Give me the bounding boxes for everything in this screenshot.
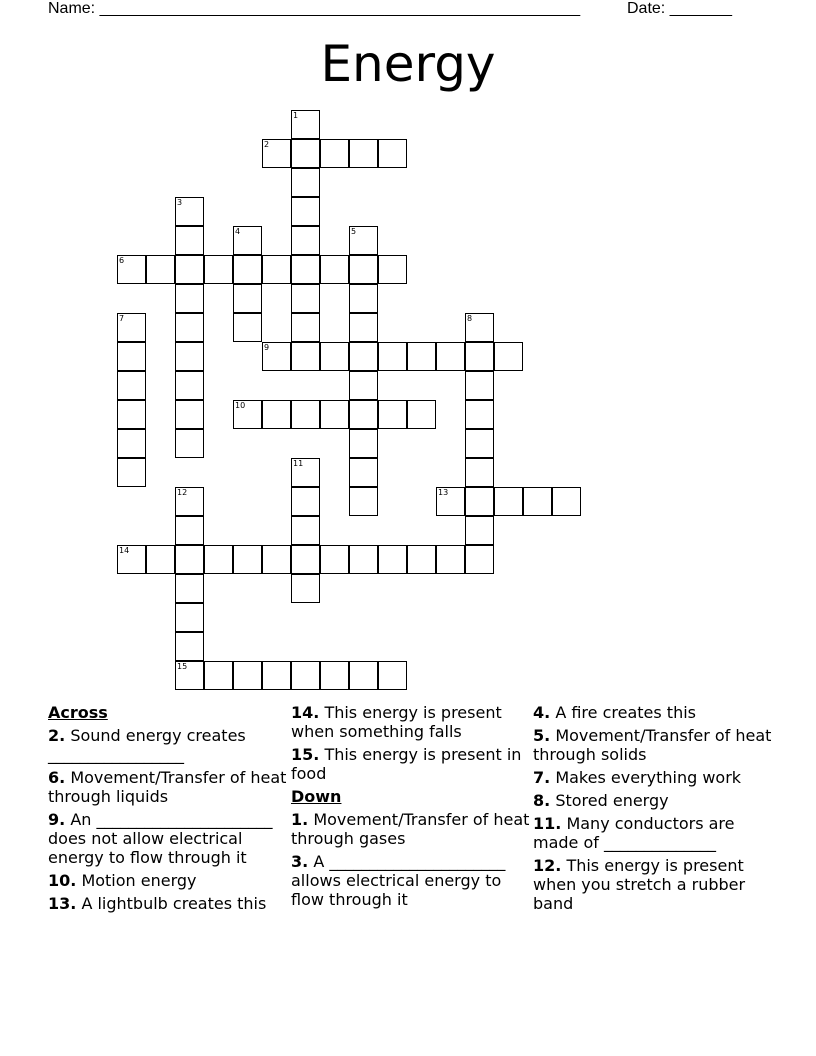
clue-number-label: 11 [293,459,304,468]
clue-12 [533,856,773,913]
grid-cell[interactable] [291,168,320,197]
grid-cell[interactable] [291,487,320,516]
grid-cell[interactable] [117,458,146,487]
grid-cell[interactable] [117,313,146,342]
clue-text: Sound energy creates _________________ [48,726,246,764]
clue-number-label: 5 [351,227,357,236]
grid-cell[interactable] [349,458,378,487]
grid-cell[interactable] [378,255,407,284]
clue-3 [291,852,531,909]
clue-number-label: 9 [264,343,270,352]
clue-number: 4. [533,703,551,722]
page-title: Energy [320,35,496,93]
grid-cell[interactable] [349,487,378,516]
grid-cell[interactable] [465,487,494,516]
grid-cell[interactable] [233,400,262,429]
grid-cell[interactable] [117,545,146,574]
grid-cell[interactable] [175,545,204,574]
clue-number-label: 3 [177,198,183,207]
grid-cell[interactable] [320,545,349,574]
grid-cell[interactable] [262,400,291,429]
grid-cell[interactable] [465,516,494,545]
clue-7 [533,768,773,787]
clue-14 [291,703,531,741]
clue-15 [291,745,531,783]
grid-cell[interactable] [175,516,204,545]
grid-cell[interactable] [349,371,378,400]
clue-number: 13. [48,894,77,913]
grid-cell[interactable] [378,661,407,690]
clue-number: 15. [291,745,320,764]
grid-cell[interactable] [465,458,494,487]
clue-text: Makes everything work [555,768,742,787]
clue-number: 10. [48,871,77,890]
grid-cell[interactable] [465,371,494,400]
grid-cell[interactable] [407,545,436,574]
clue-text: A fire creates this [555,703,696,722]
grid-cell[interactable] [291,255,320,284]
clue-column-3 [533,703,773,917]
clue-2 [48,726,288,764]
grid-cell[interactable] [117,371,146,400]
grid-cell[interactable] [320,255,349,284]
clue-number-label: 2 [264,140,270,149]
grid-cell[interactable] [291,400,320,429]
grid-cell[interactable] [320,139,349,168]
clue-text: Stored energy [555,791,669,810]
clue-number: 12. [533,856,562,875]
clue-text: A ______________________ allows electrical energy to flow through it [291,852,506,909]
grid-cell[interactable] [349,545,378,574]
clue-number-label: 14 [119,546,130,555]
grid-cell[interactable] [320,661,349,690]
clue-number-label: 15 [177,662,188,671]
grid-cell[interactable] [175,487,204,516]
grid-cell[interactable] [349,342,378,371]
grid-cell[interactable] [117,429,146,458]
clue-column-2 [291,703,531,913]
grid-cell[interactable] [204,661,233,690]
clue-number: 5. [533,726,551,745]
clue-13 [48,894,288,913]
grid-cell[interactable] [175,284,204,313]
grid-cell[interactable] [262,661,291,690]
grid-cell[interactable] [291,342,320,371]
grid-cell[interactable] [378,545,407,574]
clue-text: Movement/Transfer of heat through gases [291,810,530,848]
clue-text: This energy is present when something falls [291,703,502,741]
clue-number: 1. [291,810,309,829]
clue-number-label: 12 [177,488,188,497]
clue-number: 8. [533,791,551,810]
grid-cell[interactable] [233,545,262,574]
clue-8 [533,791,773,810]
down-heading: Down [291,787,342,806]
grid-cell[interactable] [349,284,378,313]
clue-number-label: 10 [235,401,246,410]
grid-cell[interactable] [175,255,204,284]
clue-11 [533,814,773,852]
clue-number-label: 1 [293,111,299,120]
grid-cell[interactable] [436,342,465,371]
grid-cell[interactable] [233,661,262,690]
clue-text: This energy is present when you stretch a rubber band [533,856,746,913]
grid-cell[interactable] [349,313,378,342]
grid-cell[interactable] [494,487,523,516]
grid-cell[interactable] [291,139,320,168]
grid-cell[interactable] [204,255,233,284]
clue-number: 9. [48,810,66,829]
grid-cell[interactable] [233,255,262,284]
grid-cell[interactable] [262,139,291,168]
grid-cell[interactable] [320,400,349,429]
clue-text: An ______________________ does not allow electrical energy to flow through it [48,810,273,867]
grid-cell[interactable] [117,400,146,429]
grid-cell[interactable] [552,487,581,516]
grid-cell[interactable] [146,545,175,574]
grid-cell[interactable] [291,545,320,574]
clue-number: 2. [48,726,66,745]
grid-cell[interactable] [436,487,465,516]
grid-cell[interactable] [291,574,320,603]
grid-cell[interactable] [233,313,262,342]
grid-cell[interactable] [349,226,378,255]
grid-cell[interactable] [262,545,291,574]
grid-cell[interactable] [204,545,233,574]
clue-4 [533,703,773,722]
grid-cell[interactable] [175,226,204,255]
clue-5 [533,726,773,764]
grid-cell[interactable] [233,284,262,313]
clue-number: 11. [533,814,562,833]
grid-cell[interactable] [523,487,552,516]
grid-cell[interactable] [378,342,407,371]
clue-text: Many conductors are made of ______________ [533,814,735,852]
grid-cell[interactable] [465,313,494,342]
grid-cell[interactable] [349,429,378,458]
grid-cell[interactable] [291,458,320,487]
clue-6 [48,768,288,806]
grid-cell[interactable] [465,429,494,458]
grid-cell[interactable] [291,284,320,313]
grid-cell[interactable] [436,545,465,574]
clue-10 [48,871,288,890]
grid-cell[interactable] [407,400,436,429]
grid-cell[interactable] [117,342,146,371]
grid-cell[interactable] [378,400,407,429]
clue-number: 7. [533,768,551,787]
grid-cell[interactable] [175,429,204,458]
clue-number-label: 4 [235,227,241,236]
grid-cell[interactable] [378,139,407,168]
grid-cell[interactable] [349,139,378,168]
clue-text: Movement/Transfer of heat through solids [533,726,772,764]
date-label: Date: [627,0,666,17]
grid-cell[interactable] [349,661,378,690]
grid-cell[interactable] [349,400,378,429]
grid-cell[interactable] [146,255,175,284]
clue-text: This energy is present in food [291,745,522,783]
grid-cell[interactable] [349,255,378,284]
clue-text: A lightbulb creates this [81,894,267,913]
clue-column-1 [48,703,288,917]
grid-cell[interactable] [262,342,291,371]
grid-cell[interactable] [291,313,320,342]
clue-text: Motion energy [81,871,197,890]
grid-cell[interactable] [494,342,523,371]
clue-number: 14. [291,703,320,722]
name-label: Name: [48,0,96,17]
grid-cell[interactable] [175,371,204,400]
grid-cell[interactable] [175,313,204,342]
clue-number-label: 6 [119,256,125,265]
grid-cell[interactable] [175,661,204,690]
grid-cell[interactable] [320,342,349,371]
clue-text: Movement/Transfer of heat through liquids [48,768,287,806]
clue-number: 3. [291,852,309,871]
grid-cell[interactable] [291,661,320,690]
clue-number-label: 8 [467,314,473,323]
grid-cell[interactable] [233,226,262,255]
grid-cell[interactable] [175,342,204,371]
grid-cell[interactable] [465,400,494,429]
grid-cell[interactable] [175,400,204,429]
grid-cell[interactable] [175,603,204,632]
name-line: ______________________________________________________ [99,0,581,17]
grid-cell[interactable] [291,197,320,226]
grid-cell[interactable] [465,342,494,371]
grid-cell[interactable] [175,574,204,603]
date-line: _______ [669,0,732,17]
grid-cell[interactable] [262,255,291,284]
clue-9 [48,810,288,867]
across-heading: Across [48,703,108,722]
grid-cell[interactable] [291,516,320,545]
grid-cell[interactable] [291,110,320,139]
grid-cell[interactable] [117,255,146,284]
grid-cell[interactable] [291,226,320,255]
grid-cell[interactable] [465,545,494,574]
clue-number-label: 13 [438,488,449,497]
clue-number: 6. [48,768,66,787]
grid-cell[interactable] [407,342,436,371]
grid-cell[interactable] [175,197,204,226]
clue-1 [291,810,531,848]
grid-cell[interactable] [175,632,204,661]
clue-number-label: 7 [119,314,125,323]
